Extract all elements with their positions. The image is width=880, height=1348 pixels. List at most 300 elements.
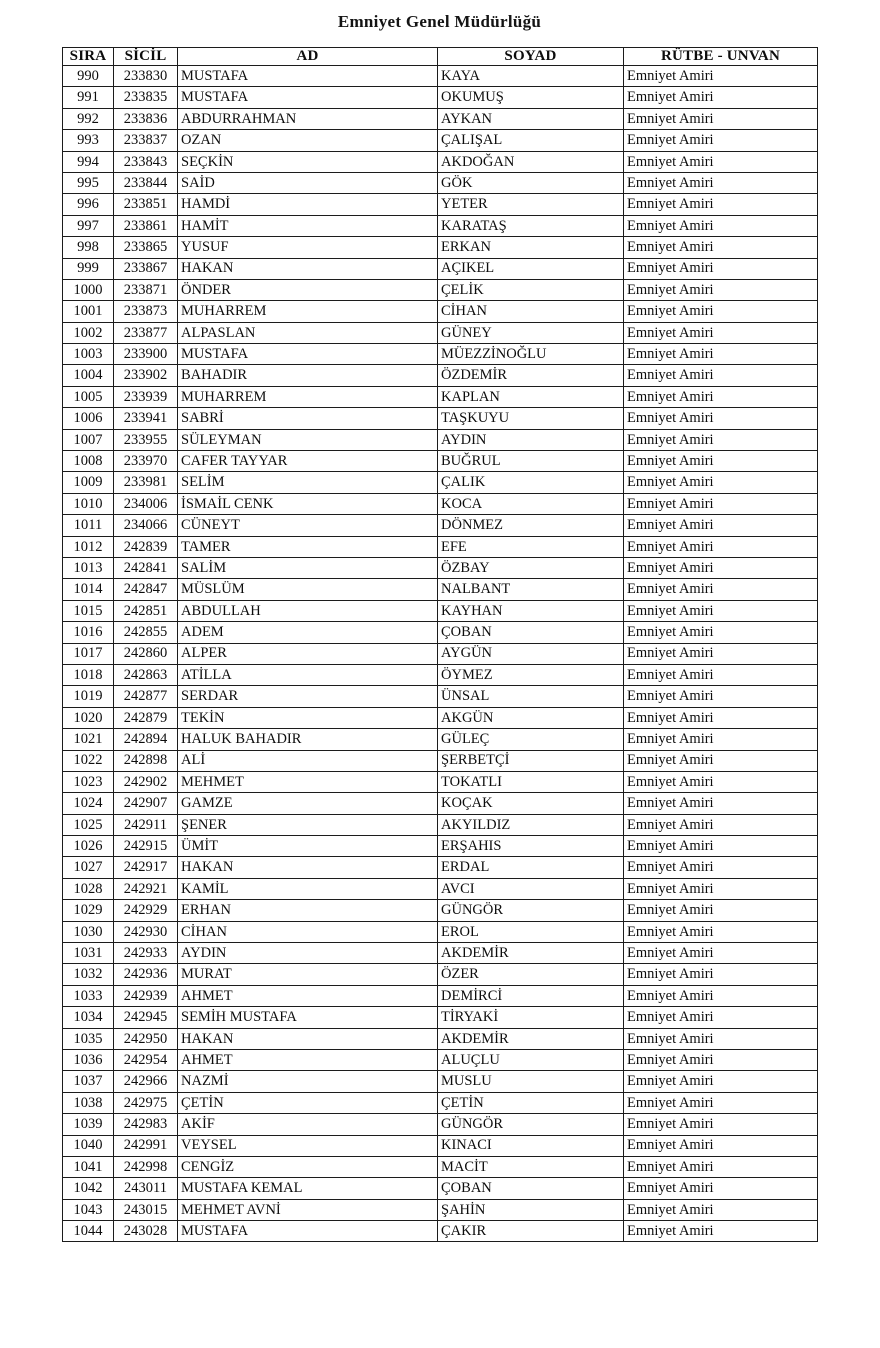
- cell-sicil: 242860: [114, 643, 178, 664]
- cell-sicil: 242894: [114, 729, 178, 750]
- cell-sira: 1039: [63, 1114, 114, 1135]
- cell-soyad: BUĞRUL: [438, 451, 624, 472]
- cell-soyad: AKDEMİR: [438, 943, 624, 964]
- cell-soyad: KAYA: [438, 66, 624, 87]
- cell-ad: ŞENER: [178, 814, 438, 835]
- cell-rutbe: Emniyet Amiri: [624, 836, 818, 857]
- table-row: [63, 1049, 818, 1070]
- cell-sira: 1024: [63, 793, 114, 814]
- cell-sicil: 234066: [114, 515, 178, 536]
- cell-ad: NAZMİ: [178, 1071, 438, 1092]
- cell-ad: MUSTAFA: [178, 1221, 438, 1242]
- cell-ad: ÇETİN: [178, 1092, 438, 1113]
- cell-rutbe: Emniyet Amiri: [624, 515, 818, 536]
- cell-sira: 1018: [63, 664, 114, 685]
- table-row: [63, 258, 818, 279]
- cell-sicil: 233900: [114, 344, 178, 365]
- cell-rutbe: Emniyet Amiri: [624, 750, 818, 771]
- cell-soyad: GÜNEY: [438, 322, 624, 343]
- table-row: [63, 771, 818, 792]
- cell-soyad: AYDIN: [438, 429, 624, 450]
- cell-soyad: YETER: [438, 194, 624, 215]
- cell-sicil: 242991: [114, 1135, 178, 1156]
- cell-soyad: KARATAŞ: [438, 215, 624, 236]
- cell-sira: 998: [63, 237, 114, 258]
- table-row: [63, 900, 818, 921]
- table-row: [63, 686, 818, 707]
- cell-sicil: 242966: [114, 1071, 178, 1092]
- cell-sicil: 242929: [114, 900, 178, 921]
- cell-ad: HALUK BAHADIR: [178, 729, 438, 750]
- cell-soyad: KOCA: [438, 493, 624, 514]
- cell-sicil: 233902: [114, 365, 178, 386]
- cell-ad: CÜNEYT: [178, 515, 438, 536]
- cell-ad: İSMAİL CENK: [178, 493, 438, 514]
- cell-sira: 1034: [63, 1007, 114, 1028]
- cell-soyad: ÇAKIR: [438, 1221, 624, 1242]
- cell-sira: 1004: [63, 365, 114, 386]
- cell-soyad: ÜNSAL: [438, 686, 624, 707]
- cell-rutbe: Emniyet Amiri: [624, 622, 818, 643]
- cell-ad: TEKİN: [178, 707, 438, 728]
- cell-rutbe: Emniyet Amiri: [624, 557, 818, 578]
- cell-rutbe: Emniyet Amiri: [624, 108, 818, 129]
- table-row: [63, 365, 818, 386]
- cell-sira: 1035: [63, 1028, 114, 1049]
- cell-ad: ABDULLAH: [178, 600, 438, 621]
- table-row: [63, 985, 818, 1006]
- cell-rutbe: Emniyet Amiri: [624, 664, 818, 685]
- cell-ad: MUSTAFA: [178, 344, 438, 365]
- table-row: [63, 943, 818, 964]
- cell-sira: 1003: [63, 344, 114, 365]
- table-row: [63, 301, 818, 322]
- cell-soyad: GÜNGÖR: [438, 900, 624, 921]
- cell-sicil: 242839: [114, 536, 178, 557]
- cell-rutbe: Emniyet Amiri: [624, 1092, 818, 1113]
- cell-ad: ADEM: [178, 622, 438, 643]
- cell-ad: ÜMİT: [178, 836, 438, 857]
- cell-sira: 1017: [63, 643, 114, 664]
- cell-sicil: 243015: [114, 1199, 178, 1220]
- cell-sicil: 242841: [114, 557, 178, 578]
- cell-ad: HAMİT: [178, 215, 438, 236]
- column-header-rutbe: RÜTBE - UNVAN: [624, 48, 818, 66]
- cell-sira: 1020: [63, 707, 114, 728]
- table-body: [63, 66, 818, 1242]
- cell-rutbe: Emniyet Amiri: [624, 130, 818, 151]
- cell-sicil: 242898: [114, 750, 178, 771]
- cell-rutbe: Emniyet Amiri: [624, 301, 818, 322]
- cell-rutbe: Emniyet Amiri: [624, 1007, 818, 1028]
- cell-ad: SEMİH MUSTAFA: [178, 1007, 438, 1028]
- cell-rutbe: Emniyet Amiri: [624, 943, 818, 964]
- cell-ad: VEYSEL: [178, 1135, 438, 1156]
- cell-soyad: AYGÜN: [438, 643, 624, 664]
- table-row: [63, 172, 818, 193]
- cell-rutbe: Emniyet Amiri: [624, 1049, 818, 1070]
- cell-soyad: EROL: [438, 921, 624, 942]
- cell-sira: 991: [63, 87, 114, 108]
- cell-ad: MUSTAFA: [178, 87, 438, 108]
- table-row: [63, 793, 818, 814]
- cell-sicil: 243011: [114, 1178, 178, 1199]
- cell-sira: 1028: [63, 878, 114, 899]
- table-row: [63, 579, 818, 600]
- table-row: [63, 451, 818, 472]
- cell-sicil: 242877: [114, 686, 178, 707]
- cell-sicil: 243028: [114, 1221, 178, 1242]
- cell-rutbe: Emniyet Amiri: [624, 1135, 818, 1156]
- table-row: [63, 1028, 818, 1049]
- cell-sira: 1000: [63, 279, 114, 300]
- cell-soyad: GÖK: [438, 172, 624, 193]
- cell-ad: HAKAN: [178, 857, 438, 878]
- table-row: [63, 622, 818, 643]
- table-row: [63, 557, 818, 578]
- cell-soyad: ÇALIK: [438, 472, 624, 493]
- cell-ad: YUSUF: [178, 237, 438, 258]
- table-row: [63, 322, 818, 343]
- cell-soyad: NALBANT: [438, 579, 624, 600]
- cell-ad: SERDAR: [178, 686, 438, 707]
- cell-rutbe: Emniyet Amiri: [624, 900, 818, 921]
- cell-soyad: MUSLU: [438, 1071, 624, 1092]
- cell-sicil: 233861: [114, 215, 178, 236]
- cell-rutbe: Emniyet Amiri: [624, 964, 818, 985]
- cell-sicil: 242902: [114, 771, 178, 792]
- table-row: [63, 1199, 818, 1220]
- cell-ad: AYDIN: [178, 943, 438, 964]
- cell-sira: 1019: [63, 686, 114, 707]
- cell-sicil: 233830: [114, 66, 178, 87]
- cell-sicil: 233837: [114, 130, 178, 151]
- cell-rutbe: Emniyet Amiri: [624, 1199, 818, 1220]
- cell-rutbe: Emniyet Amiri: [624, 237, 818, 258]
- cell-sicil: 242915: [114, 836, 178, 857]
- cell-rutbe: Emniyet Amiri: [624, 66, 818, 87]
- cell-soyad: KINACI: [438, 1135, 624, 1156]
- cell-sicil: 242954: [114, 1049, 178, 1070]
- cell-soyad: ÇOBAN: [438, 1178, 624, 1199]
- cell-ad: MÜSLÜM: [178, 579, 438, 600]
- cell-rutbe: Emniyet Amiri: [624, 536, 818, 557]
- cell-soyad: ERKAN: [438, 237, 624, 258]
- cell-rutbe: Emniyet Amiri: [624, 579, 818, 600]
- table-row: [63, 515, 818, 536]
- cell-sicil: 233981: [114, 472, 178, 493]
- table-row: [63, 857, 818, 878]
- cell-sira: 990: [63, 66, 114, 87]
- document-title: Emniyet Genel Müdürlüğü: [337, 12, 542, 31]
- cell-soyad: AVCI: [438, 878, 624, 899]
- table-header-row: [63, 48, 818, 66]
- table-row: [63, 921, 818, 942]
- cell-ad: BAHADIR: [178, 365, 438, 386]
- cell-rutbe: Emniyet Amiri: [624, 322, 818, 343]
- cell-ad: AKİF: [178, 1114, 438, 1135]
- cell-sicil: 233970: [114, 451, 178, 472]
- cell-rutbe: Emniyet Amiri: [624, 793, 818, 814]
- cell-sira: 996: [63, 194, 114, 215]
- cell-sira: 997: [63, 215, 114, 236]
- cell-sicil: 233843: [114, 151, 178, 172]
- table-row: [63, 130, 818, 151]
- cell-sira: 1021: [63, 729, 114, 750]
- cell-soyad: AKDEMİR: [438, 1028, 624, 1049]
- cell-ad: KAMİL: [178, 878, 438, 899]
- cell-sicil: 233865: [114, 237, 178, 258]
- cell-sira: 1032: [63, 964, 114, 985]
- cell-soyad: ÇELİK: [438, 279, 624, 300]
- cell-soyad: GÜLEÇ: [438, 729, 624, 750]
- table-row: [63, 429, 818, 450]
- cell-sicil: 242936: [114, 964, 178, 985]
- cell-rutbe: Emniyet Amiri: [624, 707, 818, 728]
- cell-sira: 1041: [63, 1156, 114, 1177]
- cell-rutbe: Emniyet Amiri: [624, 1071, 818, 1092]
- cell-rutbe: Emniyet Amiri: [624, 729, 818, 750]
- cell-soyad: ŞAHİN: [438, 1199, 624, 1220]
- cell-soyad: KAPLAN: [438, 386, 624, 407]
- cell-sicil: 242930: [114, 921, 178, 942]
- cell-sicil: 233871: [114, 279, 178, 300]
- cell-soyad: ÇALIŞAL: [438, 130, 624, 151]
- cell-ad: MUHARREM: [178, 386, 438, 407]
- cell-ad: SABRİ: [178, 408, 438, 429]
- cell-soyad: AÇIKEL: [438, 258, 624, 279]
- cell-soyad: OKUMUŞ: [438, 87, 624, 108]
- cell-sicil: 242983: [114, 1114, 178, 1135]
- cell-ad: SEÇKİN: [178, 151, 438, 172]
- table-row: [63, 729, 818, 750]
- table-row: [63, 814, 818, 835]
- cell-sira: 993: [63, 130, 114, 151]
- table-row: [63, 1156, 818, 1177]
- cell-ad: CAFER TAYYAR: [178, 451, 438, 472]
- cell-soyad: CİHAN: [438, 301, 624, 322]
- cell-soyad: MÜEZZİNOĞLU: [438, 344, 624, 365]
- cell-ad: SELİM: [178, 472, 438, 493]
- cell-sicil: 242939: [114, 985, 178, 1006]
- cell-ad: TAMER: [178, 536, 438, 557]
- cell-rutbe: Emniyet Amiri: [624, 771, 818, 792]
- cell-sira: 1012: [63, 536, 114, 557]
- cell-sicil: 233851: [114, 194, 178, 215]
- cell-soyad: ÖZBAY: [438, 557, 624, 578]
- cell-sira: 1009: [63, 472, 114, 493]
- column-header-soyad: SOYAD: [438, 48, 624, 66]
- cell-soyad: EFE: [438, 536, 624, 557]
- cell-rutbe: Emniyet Amiri: [624, 686, 818, 707]
- cell-rutbe: Emniyet Amiri: [624, 408, 818, 429]
- cell-sicil: 242863: [114, 664, 178, 685]
- table-row: [63, 1114, 818, 1135]
- cell-rutbe: Emniyet Amiri: [624, 87, 818, 108]
- table-row: [63, 1092, 818, 1113]
- cell-ad: HAKAN: [178, 258, 438, 279]
- cell-sicil: 242998: [114, 1156, 178, 1177]
- table-row: [63, 493, 818, 514]
- cell-rutbe: Emniyet Amiri: [624, 1178, 818, 1199]
- cell-sicil: 233836: [114, 108, 178, 129]
- cell-sira: 1022: [63, 750, 114, 771]
- table-row: [63, 600, 818, 621]
- column-header-sicil: SİCİL: [114, 48, 178, 66]
- table-row: [63, 215, 818, 236]
- cell-sicil: 242855: [114, 622, 178, 643]
- table-row: [63, 964, 818, 985]
- column-header-sira: SIRA: [63, 48, 114, 66]
- cell-sicil: 233941: [114, 408, 178, 429]
- cell-sicil: 242847: [114, 579, 178, 600]
- cell-rutbe: Emniyet Amiri: [624, 429, 818, 450]
- table-row: [63, 1178, 818, 1199]
- cell-sira: 1014: [63, 579, 114, 600]
- column-header-ad: AD: [178, 48, 438, 66]
- cell-ad: GAMZE: [178, 793, 438, 814]
- cell-soyad: AKGÜN: [438, 707, 624, 728]
- cell-soyad: TOKATLI: [438, 771, 624, 792]
- cell-soyad: GÜNGÖR: [438, 1114, 624, 1135]
- cell-sira: 995: [63, 172, 114, 193]
- cell-rutbe: Emniyet Amiri: [624, 451, 818, 472]
- cell-sira: 1006: [63, 408, 114, 429]
- cell-soyad: ÇETİN: [438, 1092, 624, 1113]
- table-row: [63, 66, 818, 87]
- cell-sira: 1023: [63, 771, 114, 792]
- cell-sira: 1043: [63, 1199, 114, 1220]
- cell-rutbe: Emniyet Amiri: [624, 172, 818, 193]
- cell-ad: SÜLEYMAN: [178, 429, 438, 450]
- cell-rutbe: Emniyet Amiri: [624, 386, 818, 407]
- cell-ad: ATİLLA: [178, 664, 438, 685]
- cell-ad: MEHMET AVNİ: [178, 1199, 438, 1220]
- cell-rutbe: Emniyet Amiri: [624, 814, 818, 835]
- table-row: [63, 536, 818, 557]
- table-row: [63, 878, 818, 899]
- cell-sira: 994: [63, 151, 114, 172]
- cell-soyad: ERŞAHIS: [438, 836, 624, 857]
- table-row: [63, 279, 818, 300]
- cell-sicil: 242933: [114, 943, 178, 964]
- cell-ad: HAKAN: [178, 1028, 438, 1049]
- cell-rutbe: Emniyet Amiri: [624, 493, 818, 514]
- cell-sicil: 242921: [114, 878, 178, 899]
- cell-soyad: AKDOĞAN: [438, 151, 624, 172]
- cell-ad: MUHARREM: [178, 301, 438, 322]
- cell-sira: 992: [63, 108, 114, 129]
- cell-sicil: 233877: [114, 322, 178, 343]
- cell-sira: 1026: [63, 836, 114, 857]
- cell-rutbe: Emniyet Amiri: [624, 215, 818, 236]
- cell-rutbe: Emniyet Amiri: [624, 921, 818, 942]
- cell-ad: OZAN: [178, 130, 438, 151]
- cell-soyad: MACİT: [438, 1156, 624, 1177]
- table-row: [63, 472, 818, 493]
- cell-sira: 1037: [63, 1071, 114, 1092]
- cell-sicil: 242907: [114, 793, 178, 814]
- cell-rutbe: Emniyet Amiri: [624, 1114, 818, 1135]
- table-row: [63, 151, 818, 172]
- cell-ad: ALPER: [178, 643, 438, 664]
- cell-sira: 1005: [63, 386, 114, 407]
- cell-sira: 1007: [63, 429, 114, 450]
- cell-sira: 1030: [63, 921, 114, 942]
- cell-soyad: ÇOBAN: [438, 622, 624, 643]
- cell-soyad: TİRYAKİ: [438, 1007, 624, 1028]
- cell-soyad: KOÇAK: [438, 793, 624, 814]
- cell-sicil: 242945: [114, 1007, 178, 1028]
- table-row: [63, 707, 818, 728]
- cell-ad: CİHAN: [178, 921, 438, 942]
- table-row: [63, 87, 818, 108]
- cell-soyad: ŞERBETÇİ: [438, 750, 624, 771]
- cell-sira: 1040: [63, 1135, 114, 1156]
- cell-sicil: 233955: [114, 429, 178, 450]
- cell-ad: ALİ: [178, 750, 438, 771]
- cell-rutbe: Emniyet Amiri: [624, 878, 818, 899]
- cell-sicil: 242851: [114, 600, 178, 621]
- cell-ad: ALPASLAN: [178, 322, 438, 343]
- cell-rutbe: Emniyet Amiri: [624, 365, 818, 386]
- table-row: [63, 194, 818, 215]
- cell-rutbe: Emniyet Amiri: [624, 857, 818, 878]
- cell-sira: 1015: [63, 600, 114, 621]
- cell-sicil: 242911: [114, 814, 178, 835]
- table-row: [63, 1221, 818, 1242]
- table-row: [63, 1071, 818, 1092]
- cell-rutbe: Emniyet Amiri: [624, 344, 818, 365]
- cell-sira: 1013: [63, 557, 114, 578]
- cell-ad: ERHAN: [178, 900, 438, 921]
- cell-sira: 1042: [63, 1178, 114, 1199]
- cell-rutbe: Emniyet Amiri: [624, 279, 818, 300]
- cell-rutbe: Emniyet Amiri: [624, 1028, 818, 1049]
- cell-rutbe: Emniyet Amiri: [624, 258, 818, 279]
- cell-sira: 1033: [63, 985, 114, 1006]
- cell-ad: MUSTAFA: [178, 66, 438, 87]
- cell-sira: 1025: [63, 814, 114, 835]
- cell-rutbe: Emniyet Amiri: [624, 985, 818, 1006]
- table-row: [63, 643, 818, 664]
- cell-sicil: 242975: [114, 1092, 178, 1113]
- cell-ad: ÖNDER: [178, 279, 438, 300]
- cell-soyad: DEMİRCİ: [438, 985, 624, 1006]
- cell-rutbe: Emniyet Amiri: [624, 643, 818, 664]
- cell-soyad: TAŞKUYU: [438, 408, 624, 429]
- cell-sicil: 233939: [114, 386, 178, 407]
- cell-sira: 1029: [63, 900, 114, 921]
- cell-soyad: DÖNMEZ: [438, 515, 624, 536]
- cell-sira: 999: [63, 258, 114, 279]
- cell-sira: 1038: [63, 1092, 114, 1113]
- table-row: [63, 836, 818, 857]
- cell-sira: 1008: [63, 451, 114, 472]
- cell-soyad: KAYHAN: [438, 600, 624, 621]
- cell-rutbe: Emniyet Amiri: [624, 600, 818, 621]
- cell-soyad: AYKAN: [438, 108, 624, 129]
- table-row: [63, 344, 818, 365]
- cell-sira: 1036: [63, 1049, 114, 1070]
- cell-soyad: ERDAL: [438, 857, 624, 878]
- cell-ad: SAİD: [178, 172, 438, 193]
- cell-ad: HAMDİ: [178, 194, 438, 215]
- cell-ad: MEHMET: [178, 771, 438, 792]
- cell-ad: AHMET: [178, 985, 438, 1006]
- cell-rutbe: Emniyet Amiri: [624, 1156, 818, 1177]
- cell-rutbe: Emniyet Amiri: [624, 1221, 818, 1242]
